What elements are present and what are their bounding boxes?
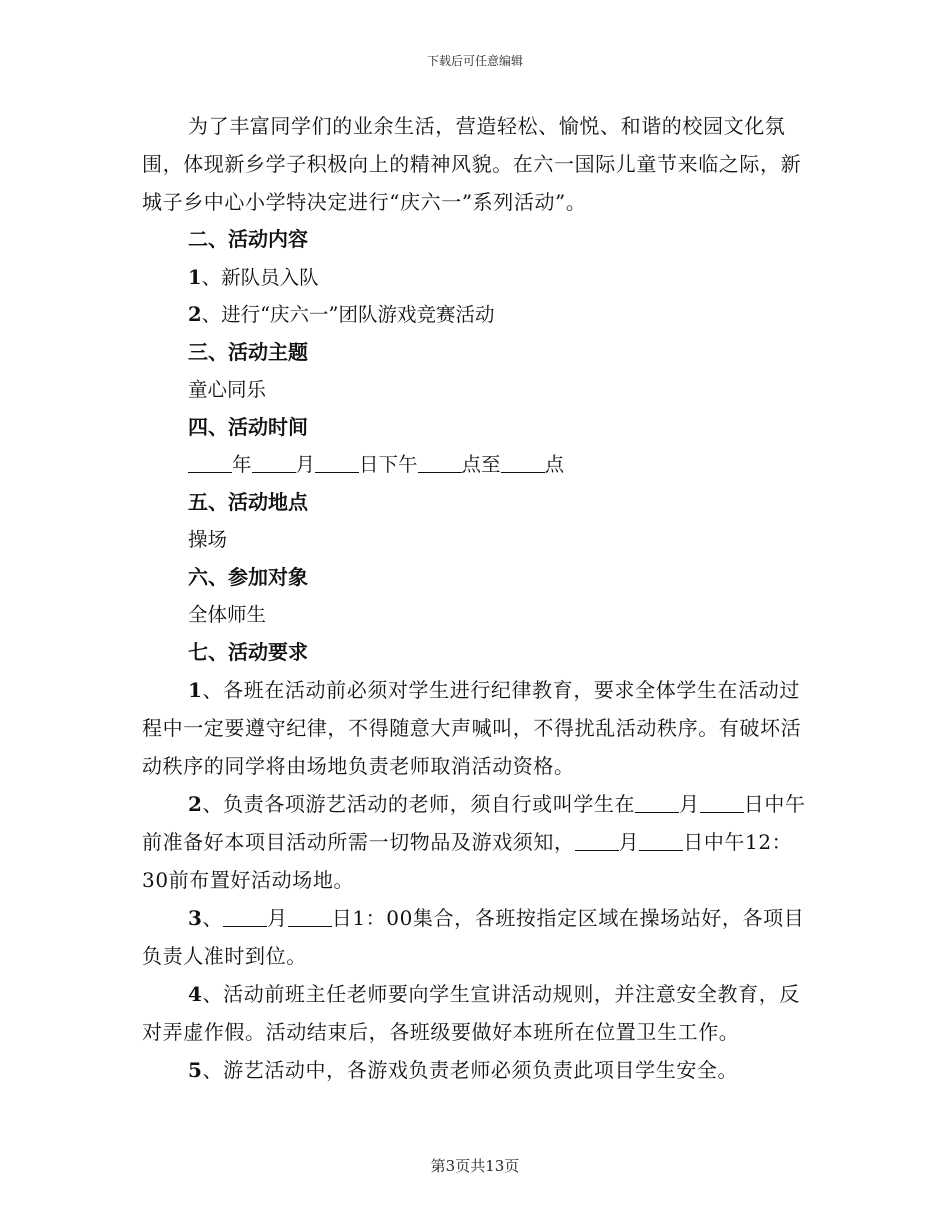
- section-heading-participants: 六、参加对象: [188, 564, 308, 589]
- section-heading-theme: 三、活动主题: [188, 339, 308, 364]
- requirement-text: 月: [679, 792, 700, 816]
- theme-text: 童心同乐: [188, 378, 267, 401]
- requirement-4: [142, 975, 808, 1051]
- requirement-1: [142, 671, 808, 785]
- requirement-text: 日中午前准备好本项目活动所需一切物品及游戏须知，: [142, 792, 806, 854]
- requirement-text: 日1：00集合，各班按指定区域在操场站好，各项目负责人准时到位。: [142, 906, 805, 968]
- requirement-5: [142, 1051, 808, 1089]
- requirement-text: 日中午12：30前布置好活动场地。: [142, 830, 793, 892]
- blank-line: [288, 908, 332, 927]
- blank-line: [700, 794, 744, 813]
- content-item-1: [142, 259, 808, 297]
- item-text: 、进行“庆六一”团队游戏竞赛活动: [201, 303, 495, 326]
- location-text: 操场: [188, 528, 228, 551]
- time-part: 年: [232, 453, 252, 476]
- blank-line: [575, 832, 619, 851]
- blank-line: [252, 454, 296, 473]
- requirement-text: 、各班在活动前必须对学生进行纪律教育，要求全体学生在活动过程中一定要遵守纪律，不得随意大声喊叫，不得扰乱活动秩序。有破坏活动秩序的同学将由场地负责老师取消活动资格。: [142, 678, 802, 778]
- requirement-text: 、负责各项游艺活动的老师，须自行或叫学生在: [202, 792, 636, 816]
- requirement-text: 月: [267, 906, 288, 930]
- content-item-2: [142, 296, 808, 334]
- blank-line: [188, 454, 232, 473]
- blank-line: [501, 454, 545, 473]
- blank-line: [635, 794, 679, 813]
- page-header: 下载后可任意编辑: [426, 54, 523, 68]
- section-heading-requirements: 七、活动要求: [188, 639, 308, 664]
- time-part: 月: [295, 453, 316, 476]
- intro-paragraph: 为了丰富同学们的业余生活，营造轻松、愉悦、和谐的校园文化氛围，体现新乡学子积极向上的精神风貌。在六一国际儿童节来临之际，新城子乡中心小学特决定进行“庆六一”系列活动”。: [142, 114, 802, 214]
- time-line: [142, 446, 808, 484]
- item-number: 5: [188, 1058, 203, 1082]
- requirement-2: [142, 785, 808, 899]
- blank-line: [418, 454, 462, 473]
- item-number: 3: [188, 906, 203, 930]
- section-heading-content: 二、活动内容: [188, 227, 308, 251]
- requirement-text: 月: [618, 830, 640, 854]
- blank-line: [639, 832, 683, 851]
- requirement-3: [142, 899, 808, 975]
- participants-text: 全体师生: [188, 603, 267, 626]
- time-part: 点: [544, 453, 565, 476]
- time-part: 点至: [461, 453, 501, 476]
- section-heading-time: 四、活动时间: [188, 414, 308, 439]
- page-footer: 第3页共13页: [430, 1157, 520, 1175]
- requirement-text: 、: [202, 906, 224, 930]
- section-heading-location: 五、活动地点: [188, 489, 308, 514]
- requirement-text: 、游艺活动中，各游戏负责老师必须负责此项目学生安全。: [202, 1058, 739, 1082]
- item-number: 1: [188, 265, 202, 289]
- item-number: 2: [188, 792, 203, 816]
- item-number: 2: [188, 303, 202, 326]
- item-number: 1: [188, 678, 203, 702]
- blank-line: [223, 908, 267, 927]
- blank-line: [315, 454, 359, 473]
- time-part: 日下午: [359, 453, 418, 476]
- item-number: 4: [188, 982, 203, 1006]
- requirement-text: 、活动前班主任老师要向学生宣讲活动规则，并注意安全教育，反对弄虚作假。活动结束后，各班级要做好本班所在位置卫生工作。: [142, 982, 800, 1044]
- document-body: [142, 107, 808, 1089]
- item-text: 、新队员入队: [201, 265, 319, 289]
